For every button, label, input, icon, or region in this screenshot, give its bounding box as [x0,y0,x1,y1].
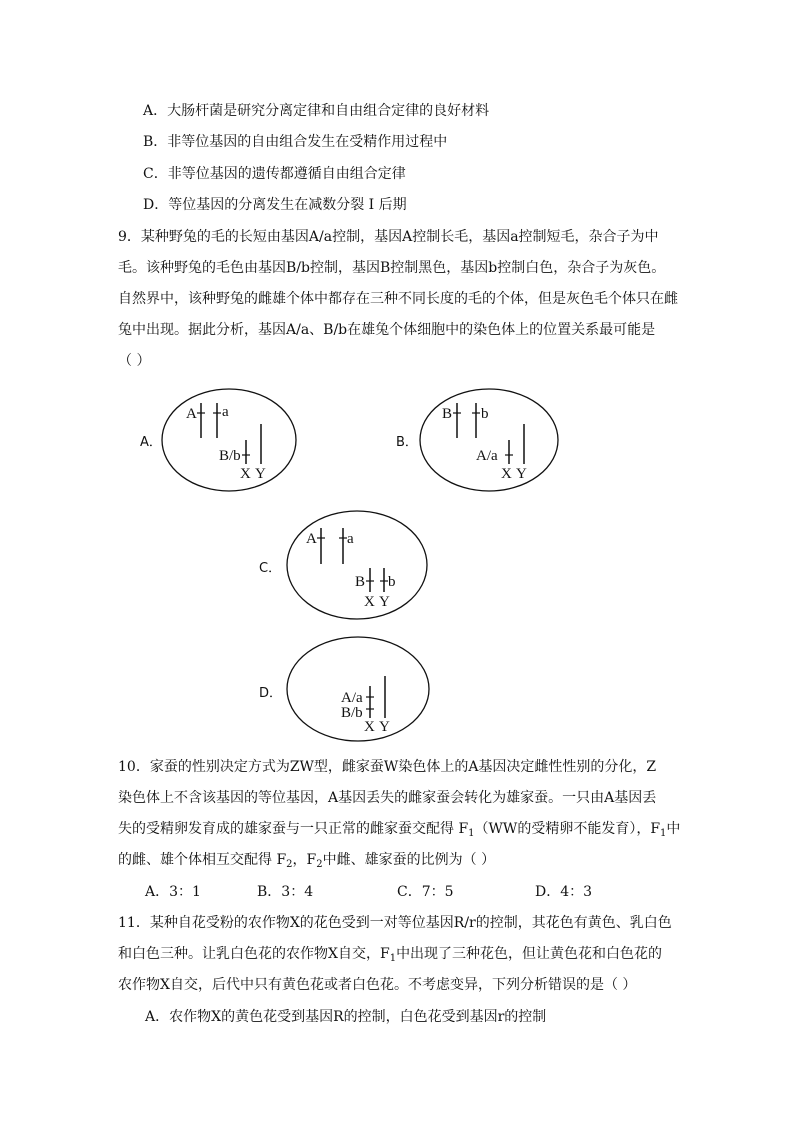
q9-stem-line-1: 9．某种野兔的毛的长短由基因A/a控制，基因A控制长毛，基因a控制短毛，杂合子为中 [118,229,659,245]
q8-option-c: C．非等位基因的遗传都遵循自由组合定律 [143,166,406,182]
cell-diagram-a [160,386,300,496]
q10-option-b: B．3：4 [257,884,314,900]
cell-membrane [287,511,427,619]
q9-option-d-label: D． [259,686,283,701]
allele-label: B/b [341,705,363,721]
q10-option-c: C．7：5 [397,884,454,900]
q10-option-a: A．3：1 [145,884,201,900]
q11-stem-line-3: 农作物X自交，后代中只有黄色花或者白色花。不考虑变异，下列分析错误的是（ ） [118,977,637,993]
allele-label: A/a [476,448,498,464]
cell-diagram-b [417,386,562,496]
cell-diagram-c [283,508,433,623]
q9-option-c-label: C． [259,561,282,576]
allele-label: B [442,406,453,422]
allele-label: a [347,531,354,547]
q9-option-b-label: B． [396,435,418,450]
allele-label: A/a [341,690,363,706]
q10-stem-line-1: 10．家蚕的性别决定方式为ZW型，雌家蚕W染色体上的A基因决定雌性性别的分化，Z [118,759,657,775]
q10-option-d: D．4：3 [535,884,593,900]
x-label: X [240,466,251,482]
cell-membrane [162,389,296,491]
allele-label: B/b [219,448,241,464]
q10-stem-line-2: 染色体上不含该基因的等位基因，A基因丢失的雌家蚕会转化为雄家蚕。一只由A基因丢 [118,790,657,806]
q9-option-a-label: A． [140,435,162,450]
x-label: X [364,594,375,610]
q9-answer-blank: （ ） [118,353,151,369]
q10-stem-line-4: 的雌、雄个体相互交配得 $F_2$，$F_2$中雌、雄家蚕的比例为（ ） [118,852,496,870]
q10-stem-line-3: 失的受精卵发育成的雄家蚕与一只正常的雌家蚕交配得 $F_1(WW$的受精卵不能发育），$F_1$中 [118,821,681,839]
x-label: X [501,466,512,482]
y-label: Y [379,719,390,735]
q11-stem-line-2: 和白色三种。让乳白色花的农作物X自交，$F_1$中出现了三种花色，但让黄色花和白色花的 [118,946,663,964]
q9-stem-line-3: 自然界中，该种野兔的雌雄个体中都存在三种不同长度的毛的个体，但是灰色毛个体只在雌 [118,291,678,307]
allele-label: A [186,406,197,422]
q11-stem-line-1: 11．某种自花受粉的农作物X的花色受到一对等位基因R/r的控制，其花色有黄色、乳白色 [118,915,672,931]
y-label: Y [516,466,527,482]
x-label: X [364,719,375,735]
y-label: Y [379,594,390,610]
q9-stem-line-4: 兔中出现。据此分析，基因A/a、B/b在雄兔个体细胞中的染色体上的位置关系最可能是 [118,322,656,338]
cell-diagram-d [283,634,435,746]
q8-option-d: D．等位基因的分离发生在减数分裂 I 后期 [143,197,407,213]
allele-label: B [355,574,366,590]
q9-stem-line-2: 毛。该种野兔的毛色由基因B/b控制，基因B控制黑色，基因b控制白色，杂合子为灰色。 [118,260,666,276]
allele-label: b [388,574,396,590]
y-label: Y [255,466,266,482]
q11-option-a: A．农作物X的黄色花受到基因R的控制，白色花受到基因r的控制 [145,1009,547,1025]
allele-label: a [222,404,229,420]
q8-option-a: A．大肠杆菌是研究分离定律和自由组合定律的良好材料 [143,103,490,119]
cell-membrane [420,389,558,491]
allele-label: b [481,406,489,422]
q8-option-b: B．非等位基因的自由组合发生在受精作用过程中 [143,134,448,150]
cell-membrane [287,637,429,741]
allele-label: A [306,531,317,547]
